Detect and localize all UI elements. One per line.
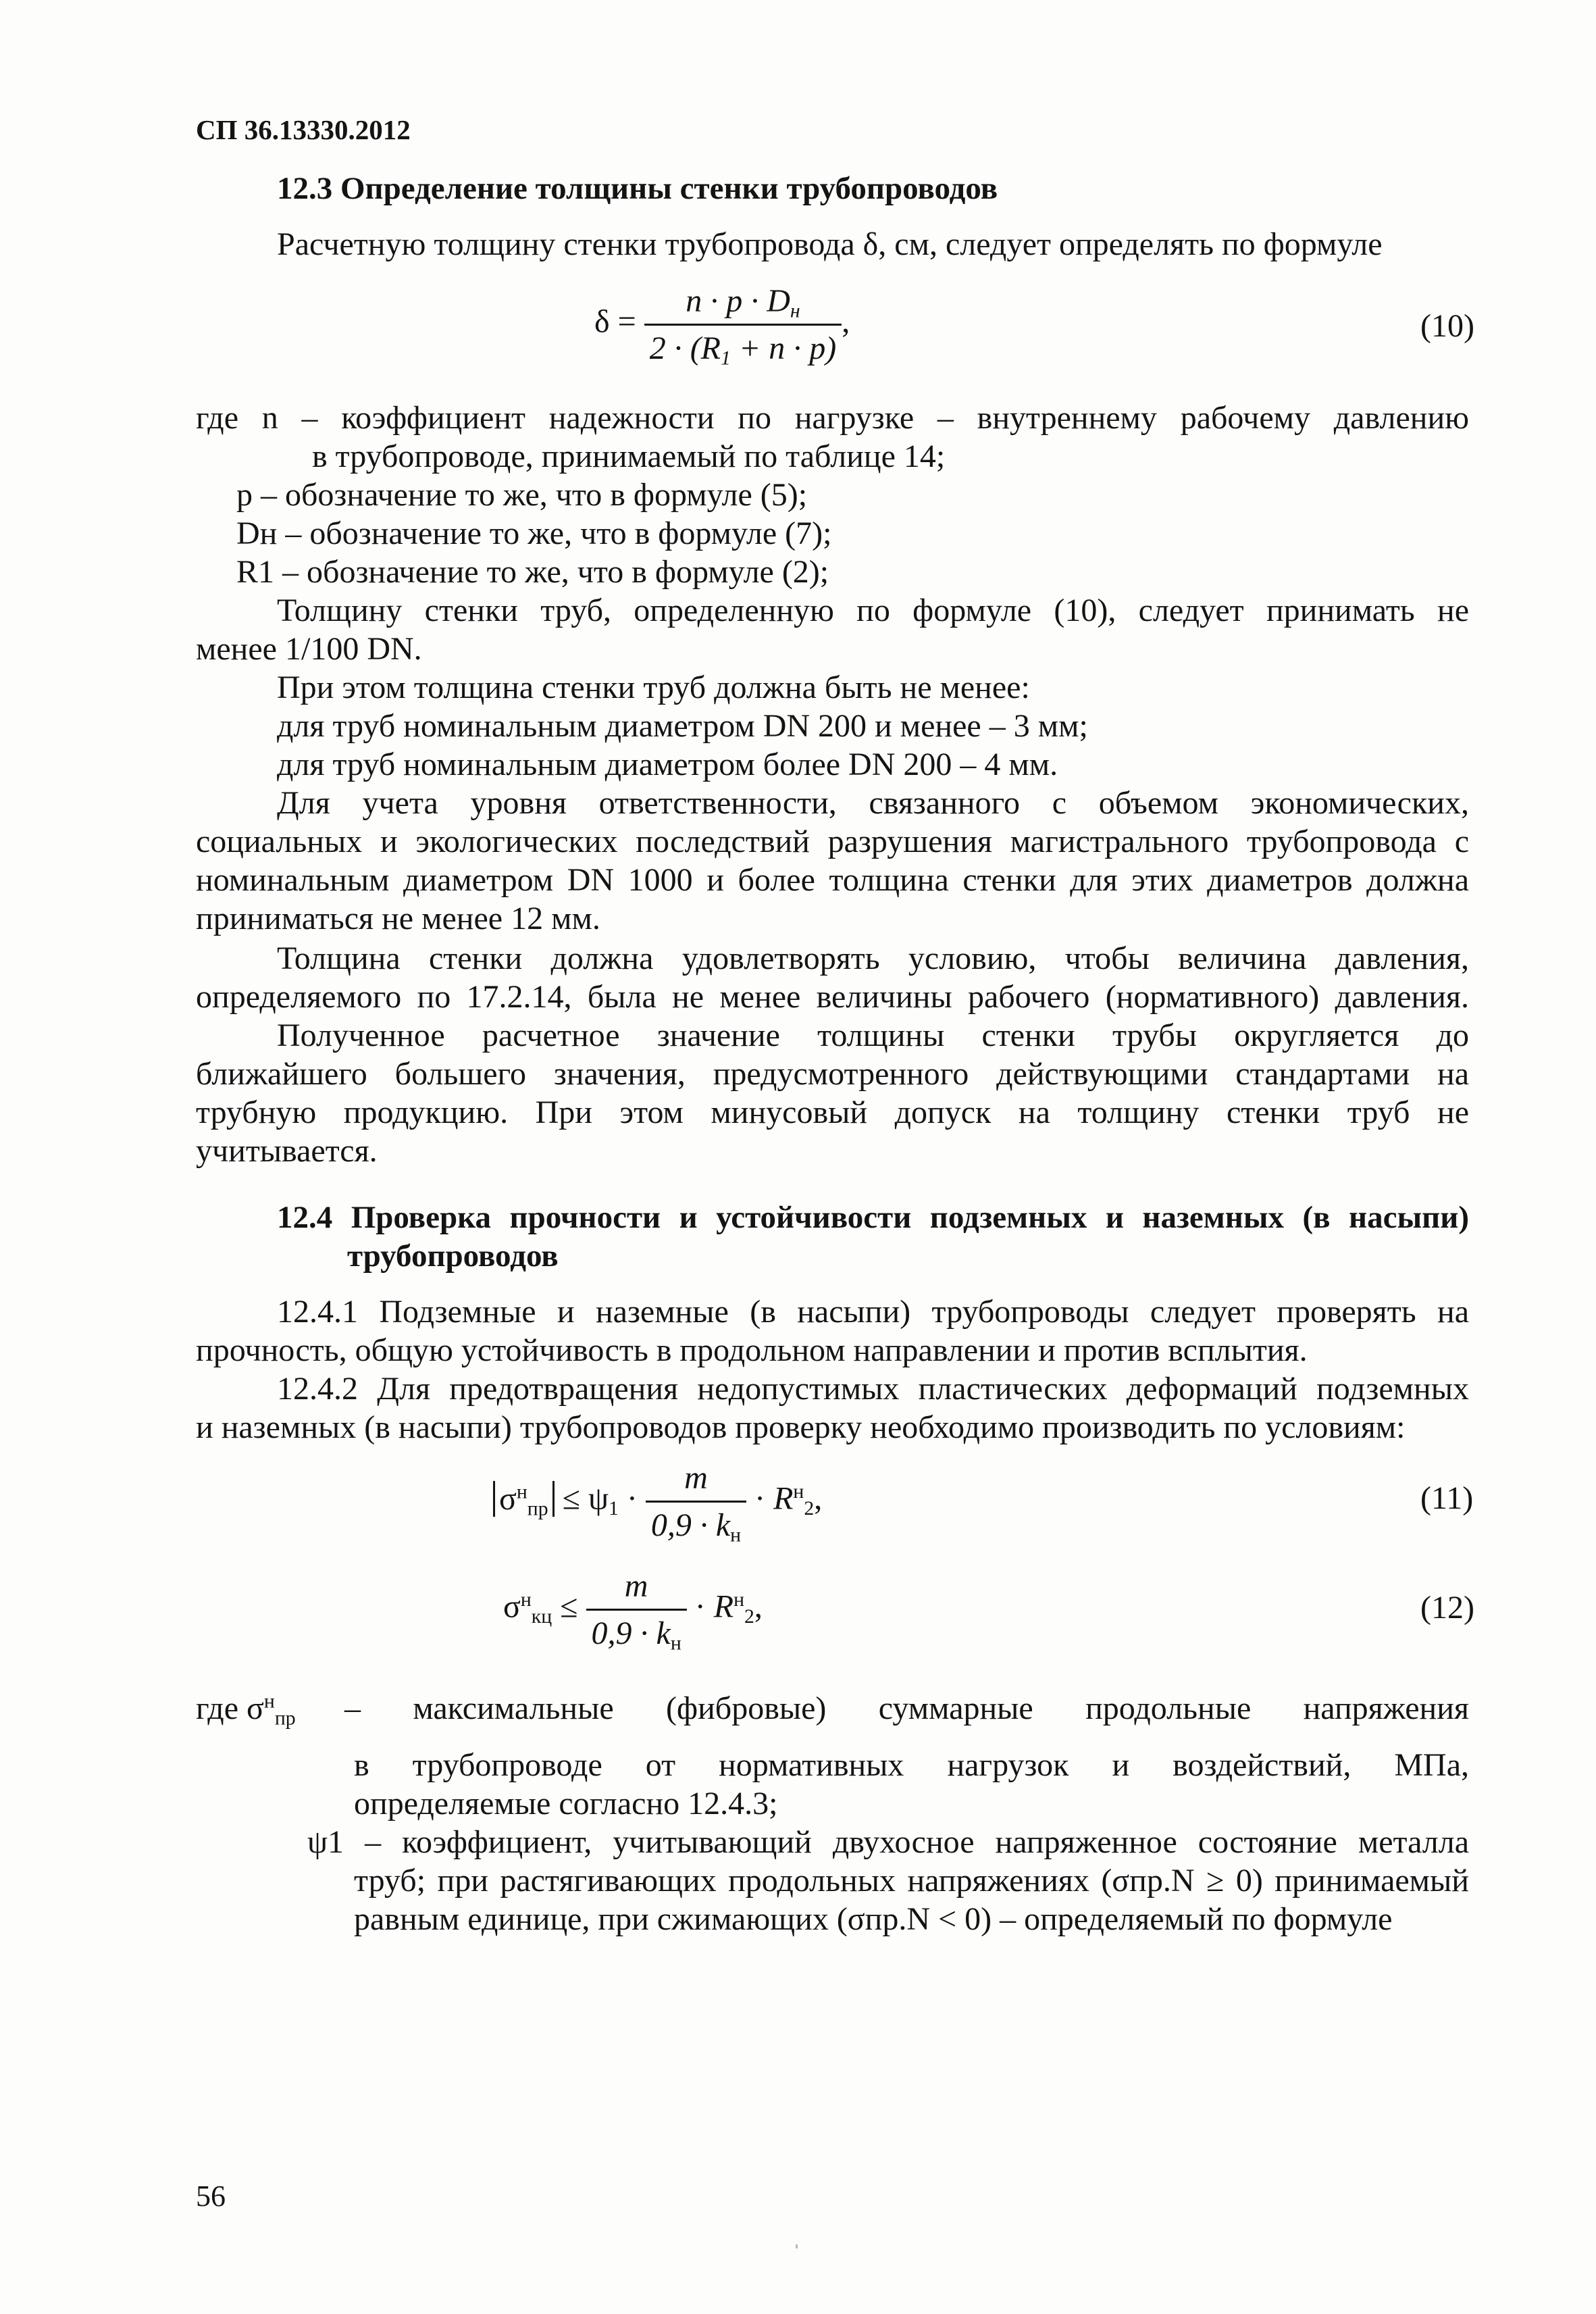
scan-speck — [796, 2244, 798, 2248]
formula-11-label: (11) — [1420, 1480, 1474, 1516]
formula-12-den-sub: н — [670, 1632, 681, 1655]
formula-11-sigma-sub: пр — [527, 1496, 548, 1519]
para-responsibility-line2: социальных и экологических последствий разрушения магистрального трубопровода с — [196, 824, 1469, 859]
para-pressure-line1: Толщина стенки должна удовлетворять условию, чтобы величина давления, — [277, 940, 1469, 976]
formula-11-rel: ≤ ψ — [562, 1480, 609, 1517]
formula-12-dot: · — [694, 1588, 706, 1625]
formula-11-r-sup: н — [793, 1480, 804, 1503]
where-sigma-line1: – максимальные (фибровые) суммарные продольные напряжения — [344, 1690, 1469, 1726]
where-sigma-sub: пр — [274, 1707, 296, 1730]
para-pressure-line2: определяемого по 17.2.14, была не менее величины рабочего (нормативного) давления. — [196, 979, 1469, 1015]
formula-12-numerator: m — [624, 1568, 648, 1604]
where-n-line1: где n – коэффициент надежности по нагрузке – внутреннему рабочему давлению — [196, 400, 1469, 436]
formula-12-fraction — [586, 1567, 687, 1655]
formula-10-den-sub: 1 — [721, 347, 731, 370]
where-sigma-word: где — [196, 1690, 239, 1726]
formula-10-label: (10) — [1420, 308, 1474, 344]
formula-11-psi-sub: 1 — [608, 1496, 619, 1519]
para-12-4-1-line2: прочность, общую устойчивость в продольном направлении и против всплытия. — [196, 1332, 1308, 1368]
formula-12-r-sub: 2 — [744, 1605, 754, 1628]
where-sigma-line3: определяемые согласно 12.4.3; — [354, 1786, 778, 1821]
formula-11-abs — [493, 1481, 555, 1517]
formula-11-tail: , — [814, 1480, 823, 1517]
para-12-4-1-line1: 12.4.1 Подземные и наземные (в насыпи) трубопроводы следует проверять на — [277, 1294, 1469, 1330]
page-number: 56 — [196, 2180, 226, 2213]
formula-12-r: R — [713, 1588, 734, 1625]
formula-11-den-sub: н — [730, 1524, 742, 1546]
para-rounding-line4: учитывается. — [196, 1133, 378, 1169]
para-responsibility-line1: Для учета уровня ответственности, связанного с объемом экономических, — [277, 785, 1469, 821]
where-n-line2: в трубопроводе, принимаемый по таблице 14; — [312, 438, 946, 474]
section-12-3-title: 12.3 Определение толщины стенки трубопроводов — [277, 171, 998, 206]
para-rounding-line3: трубную продукцию. При этом минусовый допуск на толщину стенки труб не — [196, 1095, 1469, 1130]
para-responsibility-line3: номинальным диаметром DN 1000 и более толщина стенки для этих диаметров должна — [196, 862, 1469, 898]
para-rounding-line1: Полученное расчетное значение толщины стенки трубы округляется до — [277, 1017, 1469, 1053]
formula-12-label: (12) — [1420, 1590, 1474, 1626]
formula-12-tail: , — [754, 1588, 763, 1625]
para-thickness-line1: Толщину стенки труб, определенную по формуле (10), следует принимать не — [277, 593, 1469, 628]
section-12-4-title-line2: трубопроводов — [347, 1238, 559, 1274]
formula-12 — [503, 1567, 763, 1655]
formula-11-sigma: σ — [499, 1480, 517, 1517]
para-12-4-2-line1: 12.4.2 Для предотвращения недопустимых пластических деформаций подземных — [277, 1371, 1469, 1407]
formula-12-r-sup: н — [733, 1588, 744, 1611]
where-psi-line2: труб; при растягивающих продольных напряжениях (σпр.N ≥ 0) принимаемый — [354, 1863, 1469, 1898]
formula-10-num-sub: н — [790, 299, 800, 322]
formula-12-denominator: 0,9 · k — [591, 1615, 671, 1651]
formula-12-sigma-sub: кц — [531, 1605, 552, 1628]
formula-10-den-a: 2 · (R — [649, 330, 721, 366]
def-d: Dн – обозначение то же, что в формуле (7); — [236, 515, 832, 551]
formula-10-den-b: + n · p) — [730, 330, 837, 366]
formula-11-r-sub: 2 — [804, 1496, 815, 1519]
para-minimum-line1: При этом толщина стенки труб должна быть не менее: — [277, 670, 1030, 705]
where-sigma-lead: где $\sigma^н_{пр}$ — [196, 1690, 296, 1730]
formula-10-tail: , — [842, 303, 850, 340]
formula-10-numerator: n · p · D — [686, 283, 790, 319]
para-rounding-line2: ближайшего большего значения, предусмотренного действующими стандартами на — [196, 1056, 1469, 1092]
para-minimum-line3: для труб номинальным диаметром более DN 200 – 4 мм. — [277, 747, 1058, 782]
formula-12-sigma: σ — [503, 1588, 521, 1625]
document-code: СП 36.13330.2012 — [196, 114, 411, 145]
def-r: R1 – обозначение то же, что в формуле (2); — [236, 554, 829, 590]
section-12-4-title-line1: 12.4 Проверка прочности и устойчивости подземных и наземных (в насыпи) — [277, 1200, 1469, 1235]
formula-10-lhs: δ = — [594, 303, 636, 340]
formula-11: $\sigma^н_{пр} \le \psi_1$ · $\frac{m}{0,9 \cdot k_н}$ · $R^н_2$, — [493, 1459, 822, 1544]
section-12-3-intro: Расчетную толщину стенки трубопровода δ, см, следует определять по формуле — [277, 226, 1383, 262]
where-psi-line1: ψ1 – коэффициент, учитывающий двухосное напряженное состояние металла — [307, 1824, 1469, 1860]
formula-12-sigma-sup: н — [520, 1588, 532, 1611]
formula-11-numerator: m — [684, 1460, 708, 1496]
def-p: p – обозначение то же, что в формуле (5); — [236, 477, 808, 513]
formula-11-fraction — [646, 1459, 746, 1544]
formula-11-sigma-sup: н — [516, 1480, 527, 1503]
where-sigma-line2: в трубопроводе от нормативных нагрузок и воздействий, МПа, — [354, 1747, 1469, 1783]
formula-12-rel: ≤ — [560, 1588, 578, 1625]
where-sigma-sup: н — [263, 1690, 275, 1713]
para-thickness-line2: менее 1/100 DN. — [196, 631, 422, 667]
formula-10-fraction — [644, 282, 842, 370]
where-psi-line3: равным единице, при сжимающих (σпр.N < 0) – определяемый по формуле — [354, 1901, 1393, 1937]
para-minimum-line2: для труб номинальным диаметром DN 200 и менее – 3 мм; — [277, 708, 1088, 744]
para-responsibility-line4: приниматься не менее 12 мм. — [196, 901, 600, 936]
formula-11-dot: · — [626, 1480, 638, 1517]
formula-11-r: R — [773, 1480, 794, 1517]
para-12-4-2-line2: и наземных (в насыпи) трубопроводов проверку необходимо производить по условиям: — [196, 1409, 1406, 1445]
formula-10 — [594, 282, 850, 370]
formula-11-denominator: 0,9 · k — [650, 1507, 731, 1543]
